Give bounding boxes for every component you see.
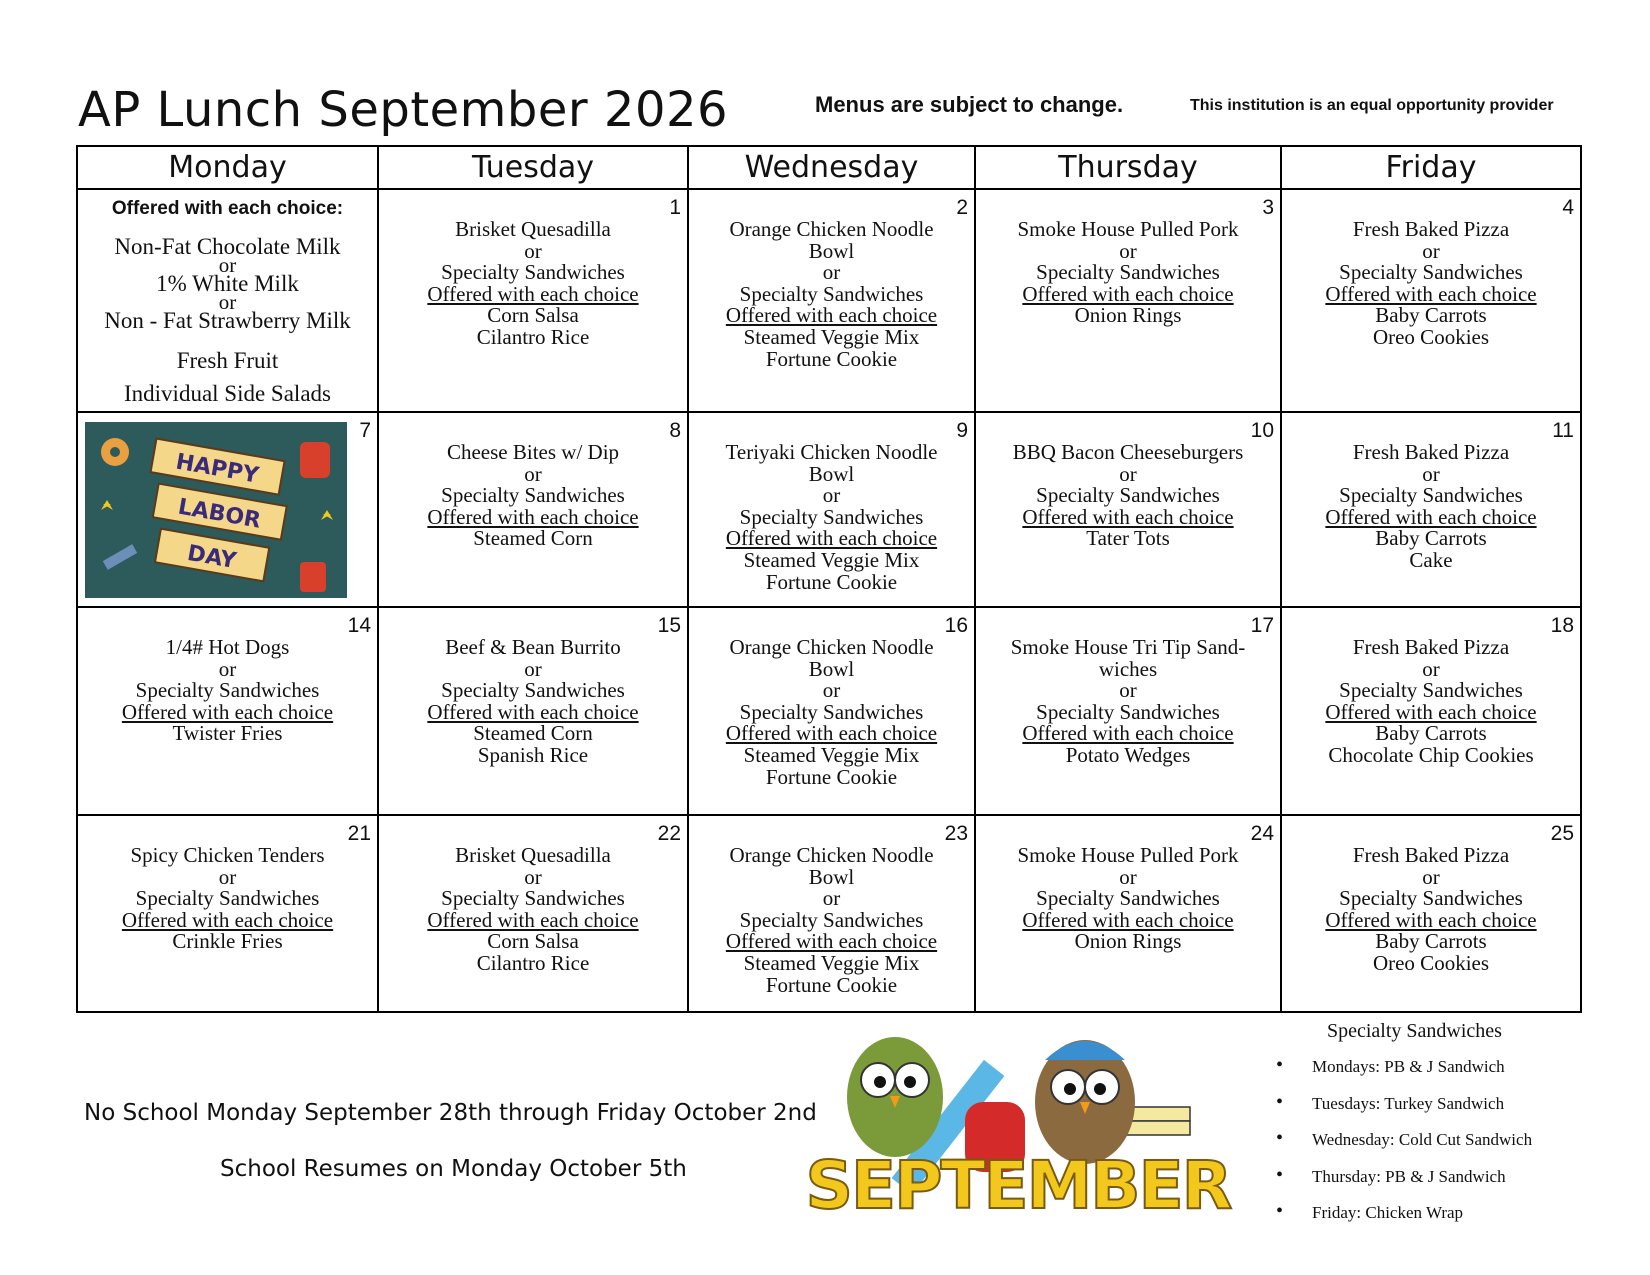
menu-items xyxy=(976,413,1280,550)
menu-line: Steamed Veggie Mix xyxy=(743,324,920,349)
menu-line: Specialty Sandwiches xyxy=(739,907,924,932)
menu-line: Steamed Veggie Mix xyxy=(743,547,920,572)
offered-heading: Offered with each choice: xyxy=(111,198,344,219)
menu-line: Oreo Cookies xyxy=(1372,324,1490,349)
menu-line: or xyxy=(822,678,841,703)
menu-line: Onion Rings xyxy=(1074,303,1182,328)
week-row xyxy=(77,607,1581,815)
menu-line: or xyxy=(1119,864,1137,889)
list-item xyxy=(1276,1200,1532,1240)
day-cell xyxy=(378,189,688,412)
hydrant-icon xyxy=(300,562,326,592)
specialty-item: Mondays: PB & J Sandwich xyxy=(1312,1057,1505,1076)
menu-line: Brisket Quesadilla xyxy=(455,843,611,867)
menu-line: Smoke House Tri Tip Sand- xyxy=(1010,635,1246,659)
menu-line: Brisket Quesadilla xyxy=(455,217,611,241)
day-cell xyxy=(975,607,1281,815)
banner-text: DAY xyxy=(185,540,239,575)
menu-line: Specialty Sandwiches xyxy=(441,886,625,911)
menu-line: Smoke House Pulled Pork xyxy=(1017,217,1239,241)
menu-line: Specialty Sandwiches xyxy=(441,678,625,703)
menu-line: Offered with each choice xyxy=(1022,504,1234,529)
menu-line: Specialty Sandwiches xyxy=(739,281,924,306)
menu-items xyxy=(1282,413,1580,572)
specialty-item: Tuesdays: Turkey Sandwich xyxy=(1312,1093,1505,1113)
day-number: 21 xyxy=(347,822,371,845)
menu-line: Baby Carrots xyxy=(1375,929,1487,954)
menu-line: Fresh Baked Pizza xyxy=(1352,440,1510,464)
menu-line: or xyxy=(1119,461,1137,486)
menu-line: Offered with each choice xyxy=(1325,699,1537,724)
menu-line: Specialty Sandwiches xyxy=(441,483,625,508)
day-cell xyxy=(975,189,1281,412)
menu-line: Bowl xyxy=(808,461,855,486)
day-cell xyxy=(378,607,688,815)
menu-line: Bowl xyxy=(808,656,855,681)
bullet-icon: • xyxy=(1276,1090,1284,1113)
menu-line: Chocolate Chip Cookies xyxy=(1328,742,1534,767)
menu-items xyxy=(78,816,377,953)
milk-option: Non - Fat Strawberry Milk xyxy=(104,308,351,333)
menu-line: or xyxy=(1422,461,1440,486)
menu-line: Tater Tots xyxy=(1086,526,1170,551)
weekday-header: Thursday xyxy=(975,146,1281,189)
menu-line: or xyxy=(1422,238,1440,263)
list-item xyxy=(1276,1090,1532,1131)
menu-line: Offered with each choice xyxy=(725,929,938,954)
list-item xyxy=(1276,1163,1532,1204)
menu-line: or xyxy=(1422,864,1440,889)
menu-items xyxy=(78,608,377,745)
menu-line: Corn Salsa xyxy=(487,303,579,328)
day-number: 2 xyxy=(956,196,968,219)
menu-line: or xyxy=(218,864,237,889)
menu-line: Beef & Bean Burrito xyxy=(445,635,621,659)
day-number: 22 xyxy=(657,822,681,845)
menu-items xyxy=(379,190,687,349)
day-number: 17 xyxy=(1250,614,1274,637)
menu-line: Offered with each choice xyxy=(725,303,938,328)
day-cell xyxy=(975,412,1281,607)
menu-line: Cake xyxy=(1409,547,1453,572)
menu-line: Cilantro Rice xyxy=(476,324,590,349)
banner-text: HAPPY xyxy=(173,449,261,489)
milk-options xyxy=(78,234,377,334)
menu-line: Fortune Cookie xyxy=(765,346,898,371)
menu-line: Offered with each choice xyxy=(427,281,639,306)
menu-items xyxy=(689,608,974,788)
menu-line: Specialty Sandwiches xyxy=(135,886,320,911)
menu-items xyxy=(379,413,687,550)
menu-line: Cheese Bites w/ Dip xyxy=(446,440,620,464)
menu-line: Fresh Baked Pizza xyxy=(1352,635,1510,659)
menu-line: Offered with each choice xyxy=(725,526,938,551)
menu-line: Teriyaki Chicken Noodle xyxy=(725,440,938,464)
menu-line: or xyxy=(1119,678,1137,703)
menu-line: Specialty Sandwiches xyxy=(1339,886,1523,911)
menu-line: Offered with each choice xyxy=(1325,281,1537,306)
list-item xyxy=(1276,1054,1532,1094)
week-row xyxy=(77,815,1581,1012)
hard-hat-icon xyxy=(300,442,330,478)
bullet-icon: • xyxy=(1276,1054,1284,1076)
menu-line: Onion Rings xyxy=(1074,929,1182,954)
menu-line: Baby Carrots xyxy=(1375,303,1487,328)
day-number: 4 xyxy=(1562,196,1574,219)
menu-line: Offered with each choice xyxy=(1022,907,1234,932)
menu-items xyxy=(689,816,974,996)
menu-line: or xyxy=(822,483,841,508)
menu-items xyxy=(976,816,1280,953)
star-icon xyxy=(321,510,333,520)
menu-line: or xyxy=(822,260,841,285)
menu-line: Spicy Chicken Tenders xyxy=(130,843,325,867)
weekday-header: Friday xyxy=(1281,146,1581,189)
or-text: or xyxy=(218,253,237,277)
specialty-sandwiches-list xyxy=(1276,1054,1533,1240)
labor-day-image xyxy=(85,422,347,598)
menu-line: Crinkle Fries xyxy=(172,929,283,954)
menu-line: Bowl xyxy=(808,864,855,889)
day-cell xyxy=(77,815,378,1012)
day-cell xyxy=(688,815,975,1012)
menu-line: BBQ Bacon Cheeseburgers xyxy=(1012,440,1244,464)
menu-items xyxy=(689,413,974,593)
menu-line: Steamed Veggie Mix xyxy=(743,742,920,767)
menu-line: Orange Chicken Noodle xyxy=(729,635,934,659)
extra-item: Fresh Fruit xyxy=(176,348,279,373)
day-cell xyxy=(688,189,975,412)
menu-line: Offered with each choice xyxy=(1022,281,1234,306)
menu-line: Specialty Sandwiches xyxy=(1339,483,1523,508)
banner-text: LABOR xyxy=(176,494,263,534)
day-cell xyxy=(77,607,378,815)
menu-line: Orange Chicken Noodle xyxy=(729,843,934,867)
menu-line: Offered with each choice xyxy=(121,699,334,724)
menu-line: Fortune Cookie xyxy=(765,764,898,789)
menu-line: Specialty Sandwiches xyxy=(1339,678,1523,703)
menu-change-notice: Menus are subject to change. xyxy=(815,92,1124,117)
menu-line: or xyxy=(524,461,542,486)
bullet-icon: • xyxy=(1276,1163,1284,1186)
day-cell xyxy=(378,412,688,607)
week-row xyxy=(77,412,1581,607)
day-cell xyxy=(688,412,975,607)
menu-line: Orange Chicken Noodle xyxy=(729,217,934,241)
menu-line: Offered with each choice xyxy=(725,721,938,746)
menu-line: or xyxy=(524,656,542,681)
menu-items xyxy=(976,190,1280,327)
day-cell xyxy=(688,607,975,815)
day-number: 10 xyxy=(1250,419,1274,442)
menu-line: Steamed Veggie Mix xyxy=(743,950,920,975)
menu-line: or xyxy=(1119,238,1137,263)
cap-icon xyxy=(1045,1041,1125,1060)
menu-line: or xyxy=(822,886,841,911)
menu-line: Specialty Sandwiches xyxy=(1036,483,1220,508)
menu-line: Offered with each choice xyxy=(427,699,639,724)
menu-items xyxy=(1282,816,1580,975)
menu-line: Specialty Sandwiches xyxy=(441,260,625,285)
day-number: 8 xyxy=(669,419,681,442)
menu-line: or xyxy=(1422,656,1440,681)
menu-line: Fresh Baked Pizza xyxy=(1352,843,1510,867)
day-number: 1 xyxy=(669,196,681,219)
star-icon xyxy=(101,500,113,510)
weekday-header: Monday xyxy=(77,146,378,189)
milk-option: 1% White Milk xyxy=(156,271,299,296)
or-text: or xyxy=(218,290,237,314)
menu-items xyxy=(689,190,974,370)
menu-line: Twister Fries xyxy=(172,721,283,746)
day-number: 24 xyxy=(1250,822,1274,845)
menu-line: or xyxy=(524,864,542,889)
menu-line: Potato Wedges xyxy=(1065,742,1191,767)
menu-line: Specialty Sandwiches xyxy=(1036,699,1220,724)
menu-line: Baby Carrots xyxy=(1375,526,1487,551)
weekday-header: Wednesday xyxy=(688,146,975,189)
specialty-item: Thursday: PB & J Sandwich xyxy=(1312,1166,1506,1186)
menu-line: Baby Carrots xyxy=(1375,721,1487,746)
day-number: 16 xyxy=(944,614,968,637)
bullet-icon: • xyxy=(1276,1127,1284,1149)
day-cell xyxy=(975,815,1281,1012)
day-cell xyxy=(1281,189,1581,412)
menu-line: Bowl xyxy=(808,238,855,263)
lunch-calendar xyxy=(76,145,1582,1013)
day-number: 23 xyxy=(944,822,968,845)
menu-line: Offered with each choice xyxy=(427,907,639,932)
menu-line: Specialty Sandwiches xyxy=(739,504,924,529)
school-resumes-notice: School Resumes on Monday October 5th xyxy=(220,1156,687,1182)
menu-line: Fortune Cookie xyxy=(765,972,898,997)
no-school-notice: No School Monday September 28th through Friday October 2nd xyxy=(84,1100,817,1126)
list-item xyxy=(1276,1127,1533,1167)
menu-line: Cilantro Rice xyxy=(476,950,590,975)
specialty-item: Friday: Chicken Wrap xyxy=(1312,1203,1464,1222)
menu-line: Offered with each choice xyxy=(1022,721,1234,746)
day-cell xyxy=(1281,815,1581,1012)
day-number: 18 xyxy=(1550,614,1574,637)
menu-line: Offered with each choice xyxy=(1325,907,1537,932)
menu-line: or xyxy=(218,656,237,681)
holiday-cell xyxy=(77,412,378,607)
page-title: AP Lunch September 2026 xyxy=(78,82,729,138)
menu-line: Specialty Sandwiches xyxy=(135,678,320,703)
menu-items xyxy=(976,608,1280,767)
menu-line: Fresh Baked Pizza xyxy=(1352,217,1510,241)
menu-line: or xyxy=(524,238,542,263)
offered-info-cell xyxy=(77,189,378,412)
menu-items xyxy=(379,816,687,975)
september-word: SEPTEMBER xyxy=(805,1147,1231,1224)
menu-line: Fortune Cookie xyxy=(765,569,898,594)
menu-line: Offered with each choice xyxy=(1325,504,1537,529)
day-number: 7 xyxy=(359,419,371,442)
menu-line: Specialty Sandwiches xyxy=(1339,260,1523,285)
weekday-header: Tuesday xyxy=(378,146,688,189)
menu-line: Offered with each choice xyxy=(427,504,639,529)
milk-option: Non-Fat Chocolate Milk xyxy=(114,234,341,259)
september-owls-clipart xyxy=(805,1012,1231,1224)
day-number: 15 xyxy=(657,614,681,637)
day-cell xyxy=(1281,412,1581,607)
day-number: 3 xyxy=(1262,196,1274,219)
weekday-header-row xyxy=(77,146,1581,189)
day-number: 9 xyxy=(956,419,968,442)
hammer-icon xyxy=(103,544,137,570)
menu-line: Specialty Sandwiches xyxy=(1036,886,1220,911)
day-cell xyxy=(378,815,688,1012)
menu-line: Steamed Corn xyxy=(473,721,593,746)
menu-line: Specialty Sandwiches xyxy=(1036,260,1220,285)
day-number: 11 xyxy=(1552,419,1574,442)
week-row xyxy=(77,189,1581,412)
menu-line: Offered with each choice xyxy=(121,907,334,932)
specialty-item: Wednesday: Cold Cut Sandwich xyxy=(1312,1130,1533,1149)
day-number: 14 xyxy=(347,614,371,637)
menu-line: Corn Salsa xyxy=(487,929,579,954)
menu-line: Smoke House Pulled Pork xyxy=(1017,843,1239,867)
menu-items xyxy=(379,608,687,767)
specialty-sandwiches-title: Specialty Sandwiches xyxy=(1327,1020,1502,1042)
menu-line: wiches xyxy=(1098,656,1158,681)
day-cell xyxy=(1281,607,1581,815)
menu-line: Specialty Sandwiches xyxy=(739,699,924,724)
menu-line: Spanish Rice xyxy=(477,742,589,767)
day-number: 25 xyxy=(1550,822,1574,845)
extra-item: Individual Side Salads xyxy=(124,381,331,406)
menu-items xyxy=(1282,190,1580,349)
menu-items xyxy=(1282,608,1580,767)
equal-opportunity-notice: This institution is an equal opportunity provider xyxy=(1190,97,1554,114)
bullet-icon: • xyxy=(1276,1200,1284,1222)
offered-extras xyxy=(78,344,377,410)
menu-line: Oreo Cookies xyxy=(1372,950,1490,975)
menu-line: Steamed Corn xyxy=(473,526,593,551)
menu-line: 1/4# Hot Dogs xyxy=(165,635,290,659)
